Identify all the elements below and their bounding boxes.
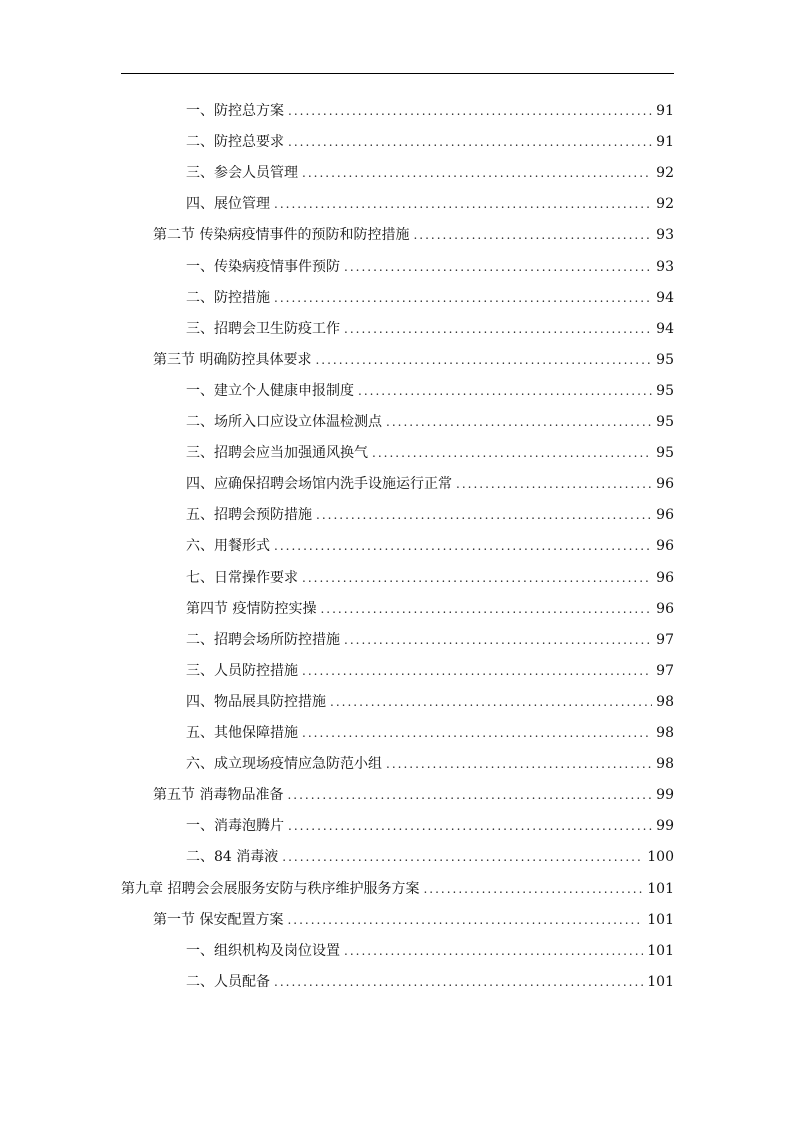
dot-leader	[344, 314, 652, 345]
toc-entry[interactable]	[186, 127, 674, 158]
toc-entry-page-number: 98	[656, 725, 674, 741]
toc-entry-title: 六、成立现场疫情应急防范小组	[186, 756, 382, 772]
toc-entry-page-number: 99	[656, 818, 674, 834]
toc-entry-page-number: 91	[656, 103, 674, 119]
toc-entry-page-number: 93	[656, 259, 674, 275]
toc-entry-page-number: 96	[656, 538, 674, 554]
toc-entry-page-number: 98	[656, 756, 674, 772]
toc-entry-page-number: 95	[656, 414, 674, 430]
toc-entry-page-number: 96	[656, 570, 674, 586]
toc-entry-title: 第九章 招聘会会展服务安防与秩序维护服务方案	[121, 881, 420, 897]
toc-entry-page-number: 92	[656, 165, 674, 181]
toc-entry-title: 一、建立个人健康申报制度	[186, 383, 354, 399]
toc-entry-title: 第五节 消毒物品准备	[153, 787, 284, 803]
dot-leader	[330, 687, 652, 718]
dot-leader	[287, 905, 643, 936]
dot-leader	[302, 563, 652, 594]
toc-entry[interactable]	[186, 96, 674, 127]
toc-entry[interactable]	[186, 531, 674, 562]
toc-entry-title: 二、场所入口应设立体温检测点	[186, 414, 382, 430]
toc-entry-page-number: 98	[656, 694, 674, 710]
toc-entry-page-number: 96	[656, 507, 674, 523]
toc-entry-title: 一、防控总方案	[186, 103, 284, 119]
toc-entry-page-number: 101	[647, 974, 674, 990]
toc-entry[interactable]	[186, 469, 674, 500]
toc-entry[interactable]	[153, 345, 674, 376]
toc-entry-page-number: 95	[656, 383, 674, 399]
toc-entry-title: 第四节 疫情防控实操	[186, 601, 317, 617]
toc-entry[interactable]	[186, 158, 674, 189]
dot-leader	[456, 469, 652, 500]
dot-leader	[288, 811, 652, 842]
dot-leader	[344, 252, 652, 283]
dot-leader	[282, 842, 643, 873]
dot-leader	[302, 158, 652, 189]
toc-entry-title: 三、招聘会应当加强通风换气	[186, 445, 368, 461]
toc-entry-title: 四、物品展具防控措施	[186, 694, 326, 710]
toc-entry-page-number: 91	[656, 134, 674, 150]
toc-entry[interactable]	[186, 936, 674, 967]
toc-entry[interactable]	[186, 283, 674, 314]
toc-entry-title: 七、日常操作要求	[186, 570, 298, 586]
toc-entry-title: 六、用餐形式	[186, 538, 270, 554]
toc-entry-page-number: 99	[656, 787, 674, 803]
toc-entry[interactable]	[186, 842, 674, 873]
toc-entry-title: 第三节 明确防控具体要求	[153, 352, 312, 368]
toc-entry-page-number: 93	[656, 227, 674, 243]
dot-leader	[274, 531, 652, 562]
toc-entry-page-number: 95	[656, 352, 674, 368]
toc-entry[interactable]	[153, 220, 674, 251]
toc-entry-title: 一、传染病疫情事件预防	[186, 259, 340, 275]
toc-entry[interactable]	[186, 314, 674, 345]
toc-entry-page-number: 94	[656, 321, 674, 337]
dot-leader	[302, 718, 652, 749]
toc-entry[interactable]	[153, 905, 674, 936]
toc-entry-page-number: 97	[656, 663, 674, 679]
toc-entry[interactable]	[186, 500, 674, 531]
dot-leader	[315, 345, 652, 376]
toc-entry[interactable]	[186, 189, 674, 220]
toc-entry-page-number: 95	[656, 445, 674, 461]
toc-entry[interactable]	[186, 749, 674, 780]
dot-leader	[274, 283, 652, 314]
header-rule	[121, 73, 674, 74]
toc-entry-page-number: 100	[647, 849, 674, 865]
dot-leader	[423, 874, 643, 905]
toc-entry-page-number: 97	[656, 632, 674, 648]
toc-entry-title: 二、招聘会场所防控措施	[186, 632, 340, 648]
toc-entry-title: 二、防控总要求	[186, 134, 284, 150]
dot-leader	[386, 407, 652, 438]
toc-entry[interactable]	[186, 687, 674, 718]
dot-leader	[372, 438, 652, 469]
dot-leader	[344, 936, 643, 967]
toc-entry-page-number: 92	[656, 196, 674, 212]
toc-entry-title: 三、参会人员管理	[186, 165, 298, 181]
toc-entry-title: 二、人员配备	[186, 974, 270, 990]
toc-entry-title: 一、消毒泡腾片	[186, 818, 284, 834]
dot-leader	[316, 500, 652, 531]
toc-entry-page-number: 94	[656, 290, 674, 306]
toc-entry-title: 四、展位管理	[186, 196, 270, 212]
toc-entry[interactable]	[186, 656, 674, 687]
toc-entry[interactable]	[186, 407, 674, 438]
toc-entry-page-number: 101	[647, 881, 674, 897]
toc-entry-title: 三、招聘会卫生防疫工作	[186, 321, 340, 337]
toc-entry-title: 二、防控措施	[186, 290, 270, 306]
toc-entry-title: 四、应确保招聘会场馆内洗手设施运行正常	[186, 476, 452, 492]
toc-entry[interactable]	[186, 718, 674, 749]
toc-entry-title: 第一节 保安配置方案	[153, 912, 284, 928]
dot-leader	[358, 376, 652, 407]
toc-entry-page-number: 101	[647, 912, 674, 928]
dot-leader	[287, 780, 652, 811]
toc-entry-title: 五、其他保障措施	[186, 725, 298, 741]
dot-leader	[274, 967, 643, 998]
toc-entry[interactable]	[186, 563, 674, 594]
dot-leader	[274, 189, 652, 220]
dot-leader	[288, 127, 652, 158]
toc-entry[interactable]	[186, 376, 674, 407]
toc-entry[interactable]	[186, 438, 674, 469]
toc-entry-title: 三、人员防控措施	[186, 663, 298, 679]
toc-entry[interactable]	[186, 594, 674, 625]
toc-entry-page-number: 101	[647, 943, 674, 959]
toc-entry[interactable]	[121, 874, 674, 905]
toc-entry-title: 五、招聘会预防措施	[186, 507, 312, 523]
dot-leader	[413, 220, 652, 251]
dot-leader	[386, 749, 652, 780]
toc-entry-page-number: 96	[656, 476, 674, 492]
toc-entry-title: 第二节 传染病疫情事件的预防和防控措施	[153, 227, 410, 243]
toc-entry[interactable]	[186, 625, 674, 656]
dot-leader	[302, 656, 652, 687]
toc-entry[interactable]	[186, 252, 674, 283]
toc-entry[interactable]	[186, 967, 674, 998]
toc-entry[interactable]	[186, 811, 674, 842]
dot-leader	[288, 96, 652, 127]
toc-entry-page-number: 96	[656, 601, 674, 617]
dot-leader	[320, 594, 652, 625]
toc-entry-title: 一、组织机构及岗位设置	[186, 943, 340, 959]
toc-entry[interactable]	[153, 780, 674, 811]
dot-leader	[344, 625, 652, 656]
toc-entry-title: 二、84 消毒液	[186, 849, 279, 865]
